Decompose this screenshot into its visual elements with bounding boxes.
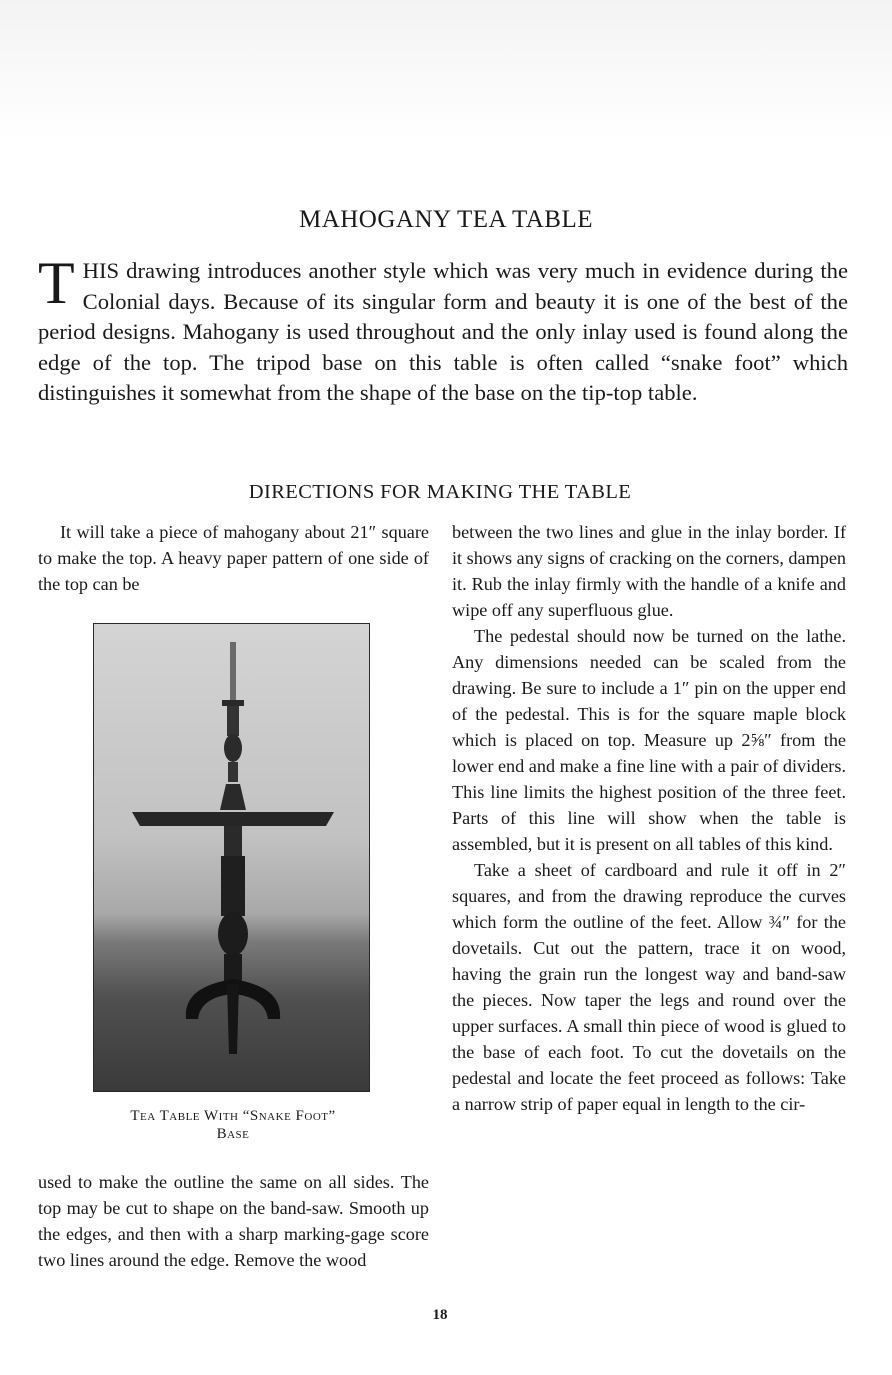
figure-caption: [60, 1107, 406, 1143]
left-column-bottom: [38, 1169, 429, 1273]
right-paragraph-2: The pedestal should now be turned on the lathe. Any dimensions needed can be scaled from the drawing. Be sure to include a 1″ pin on the upper end of the pedestal. This is for the square maple block which is placed on top. Measure up 2⅝″ from the lower end and make a fine line with a pair of dividers. This line limits the highest position of the three feet. Parts of this line will show when the table is assembled, but it is present on all tables of this kind.: [452, 626, 846, 854]
left-column-top: [38, 519, 429, 597]
tea-table-photo: [93, 623, 370, 1092]
page-number: 18: [432, 1307, 448, 1323]
left-paragraph-1: It will take a piece of mahogany about 21″ square to make the top. A heavy paper pattern of one side of the top can be: [38, 522, 429, 594]
intro-paragraph: [38, 250, 848, 409]
page-top-shading: [0, 0, 892, 140]
right-column: [452, 519, 846, 1117]
page-title: MAHOGANY TEA TABLE: [298, 206, 594, 233]
right-paragraph-3: Take a sheet of cardboard and rule it off in 2″ squares, and from the drawing reproduce the curves which form the outline of the feet. Allow ¾″ for the dovetails. Cut out the pattern, trace it on wood, having the grain run the longest way and band-saw the pieces. Now taper the legs and round over the upper surfaces. A small thin piece of wood is glued to the base of each foot. To cut the dovetails on the pedestal and locate the feet proceed as follows: Take a narrow strip of paper equal in length to the cir-: [452, 860, 846, 1114]
caption-line-2: Base: [216, 1126, 250, 1142]
right-paragraph-1: between the two lines and glue in the inlay border. If it shows any signs of cracking on the corners, dampen it. Rub the inlay firmly with the handle of a knife and wipe off any superfluous glue.: [452, 522, 846, 620]
tea-table-illustration: [94, 624, 369, 1091]
drop-cap: T: [38, 250, 75, 316]
section-heading: DIRECTIONS FOR MAKING THE TABLE: [248, 481, 632, 503]
left-paragraph-1-continued: used to make the outline the same on all sides. The top may be cut to shape on the band-saw. Smooth up the edges, and then with a sharp marking-gage score two lines around the edge. Remove the wood: [38, 1172, 429, 1270]
caption-line-1: Tea Table With “Snake Foot”: [130, 1108, 336, 1124]
intro-text: HIS drawing introduces another style which was very much in evidence during the Colonial days. Because of its singular form and beauty it is one of the best of the period designs. Mahogany is used throughout and the only inlay used is found along the edge of the top. The tripod base on this table is often called “snake foot” which distinguishes it somewhat from the shape of the base on the tip-top table.: [38, 258, 848, 405]
